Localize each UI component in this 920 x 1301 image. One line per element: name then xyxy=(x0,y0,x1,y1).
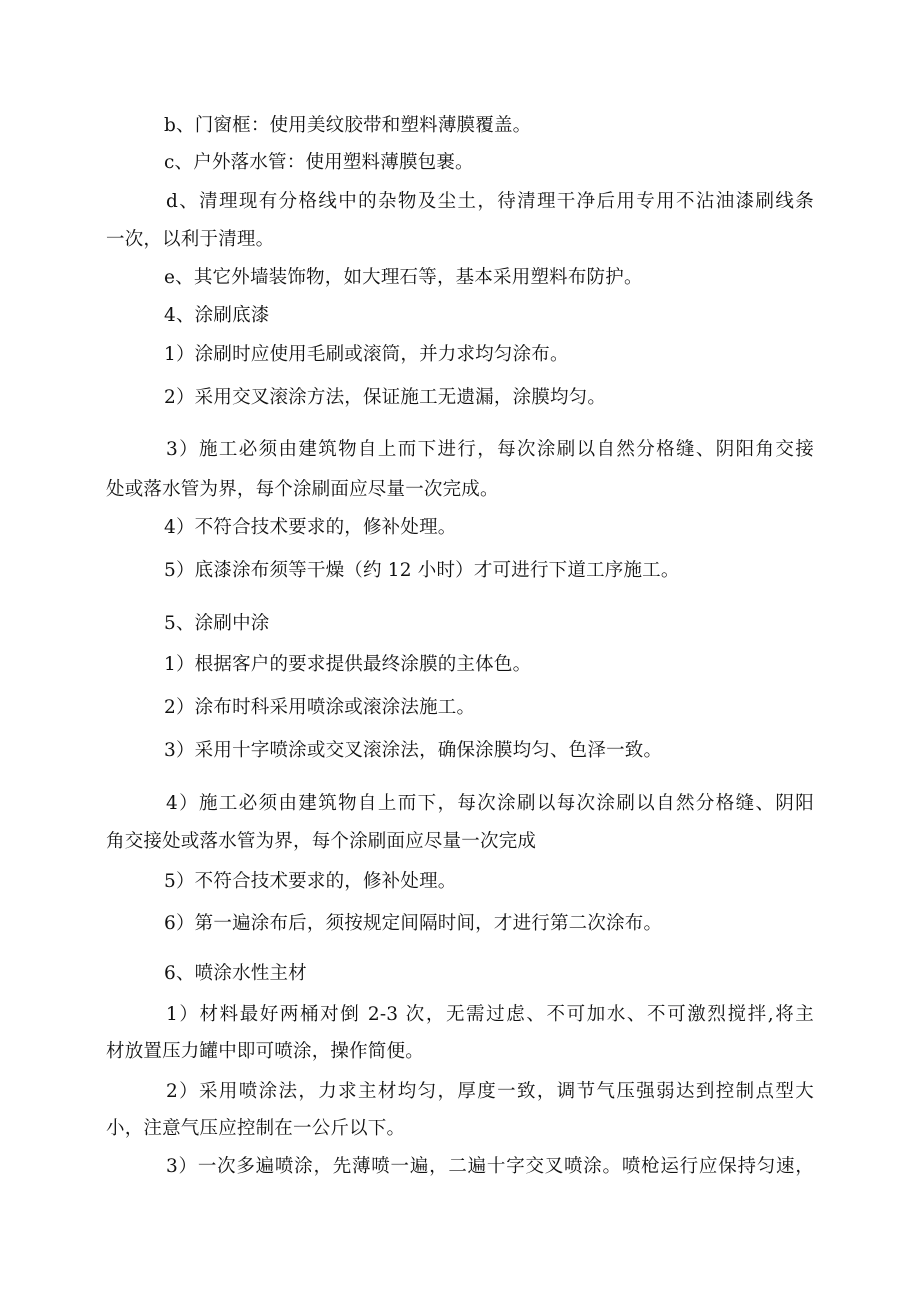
line-text: 一次，以利于清理。 xyxy=(106,229,275,250)
text-line xyxy=(0,830,920,854)
text-line xyxy=(0,1155,920,1179)
line-text: 2）采用喷涂法，力求主材均匀，厚度一致，调节气压强弱达到控制点型大 xyxy=(166,1081,814,1102)
text-line xyxy=(0,1080,920,1104)
line-text: d、清理现有分格线中的杂物及尘土，待清理干净后用专用不沾油漆刷线条 xyxy=(166,191,814,212)
line-text: 5）不符合技术要求的，修补处理。 xyxy=(164,871,457,892)
line-text: 5）底漆涂布须等干燥（约 12 小时）才可进行下道工序施工。 xyxy=(164,560,680,581)
text-line xyxy=(0,559,920,583)
text-line xyxy=(0,438,920,462)
line-text: c、户外落水管：使用塑料薄膜包裹。 xyxy=(164,152,474,173)
line-text: 2）涂布时科采用喷涂或滚涂法施工。 xyxy=(164,697,476,718)
text-line xyxy=(0,1117,920,1141)
text-line xyxy=(0,304,920,328)
text-line xyxy=(0,343,920,367)
line-text: 处或落水管为界，每个涂刷面应尽量一次完成。 xyxy=(106,479,499,500)
text-line xyxy=(0,612,920,636)
text-line xyxy=(0,653,920,677)
line-text: 材放置压力罐中即可喷涂，操作简便。 xyxy=(106,1041,424,1062)
line-text: 2）采用交叉滚涂方法，保证施工无遗漏，涂膜均匀。 xyxy=(164,387,607,408)
line-text: 小，注意气压应控制在一公斤以下。 xyxy=(106,1118,406,1139)
text-line xyxy=(0,478,920,502)
text-line xyxy=(0,516,920,540)
section-heading: 5、涂刷中涂 xyxy=(164,613,270,634)
line-text: 3）采用十字喷涂或交叉滚涂法，确保涂膜均匀、色泽一致。 xyxy=(164,740,663,761)
text-line xyxy=(0,870,920,894)
line-text: 角交接处或落水管为界，每个涂刷面应尽量一次完成 xyxy=(106,831,537,852)
line-text: 6）第一遍涂布后，须按规定间隔时间，才进行第二次涂布。 xyxy=(164,913,663,934)
text-line xyxy=(0,1040,920,1064)
text-line xyxy=(0,1003,920,1027)
line-text: 1）根据客户的要求提供最终涂膜的主体色。 xyxy=(164,654,532,675)
section-heading: 6、喷涂水性主材 xyxy=(164,963,307,984)
line-text: b、门窗框：使用美纹胶带和塑料薄膜覆盖。 xyxy=(164,115,532,136)
line-text: e、其它外墙装饰物，如大理石等，基本采用塑料布防护。 xyxy=(164,267,643,288)
text-line xyxy=(0,228,920,252)
text-line xyxy=(0,386,920,410)
text-line xyxy=(0,792,920,816)
text-line xyxy=(0,114,920,138)
line-text: 3）施工必须由建筑物自上而下进行，每次涂刷以自然分格缝、阴阳角交接 xyxy=(166,439,814,460)
text-line xyxy=(0,696,920,720)
line-text: 4）施工必须由建筑物自上而下，每次涂刷以每次涂刷以自然分格缝、阴阳 xyxy=(166,793,814,814)
text-line xyxy=(0,190,920,214)
line-text: 1）材料最好两桶对倒 2-3 次，无需过虑、不可加水、不可激烈搅拌,将主 xyxy=(166,1004,814,1025)
text-line xyxy=(0,962,920,986)
line-text: 1）涂刷时应使用毛刷或滚筒，并力求均匀涂布。 xyxy=(164,344,569,365)
section-heading: 4、涂刷底漆 xyxy=(164,305,270,326)
line-text: 3）一次多遍喷涂，先薄喷一遍，二遍十字交叉喷涂。喷枪运行应保持匀速， xyxy=(166,1156,814,1177)
text-line xyxy=(0,912,920,936)
text-line xyxy=(0,151,920,175)
text-line xyxy=(0,739,920,763)
line-text: 4）不符合技术要求的，修补处理。 xyxy=(164,517,457,538)
text-line xyxy=(0,266,920,290)
